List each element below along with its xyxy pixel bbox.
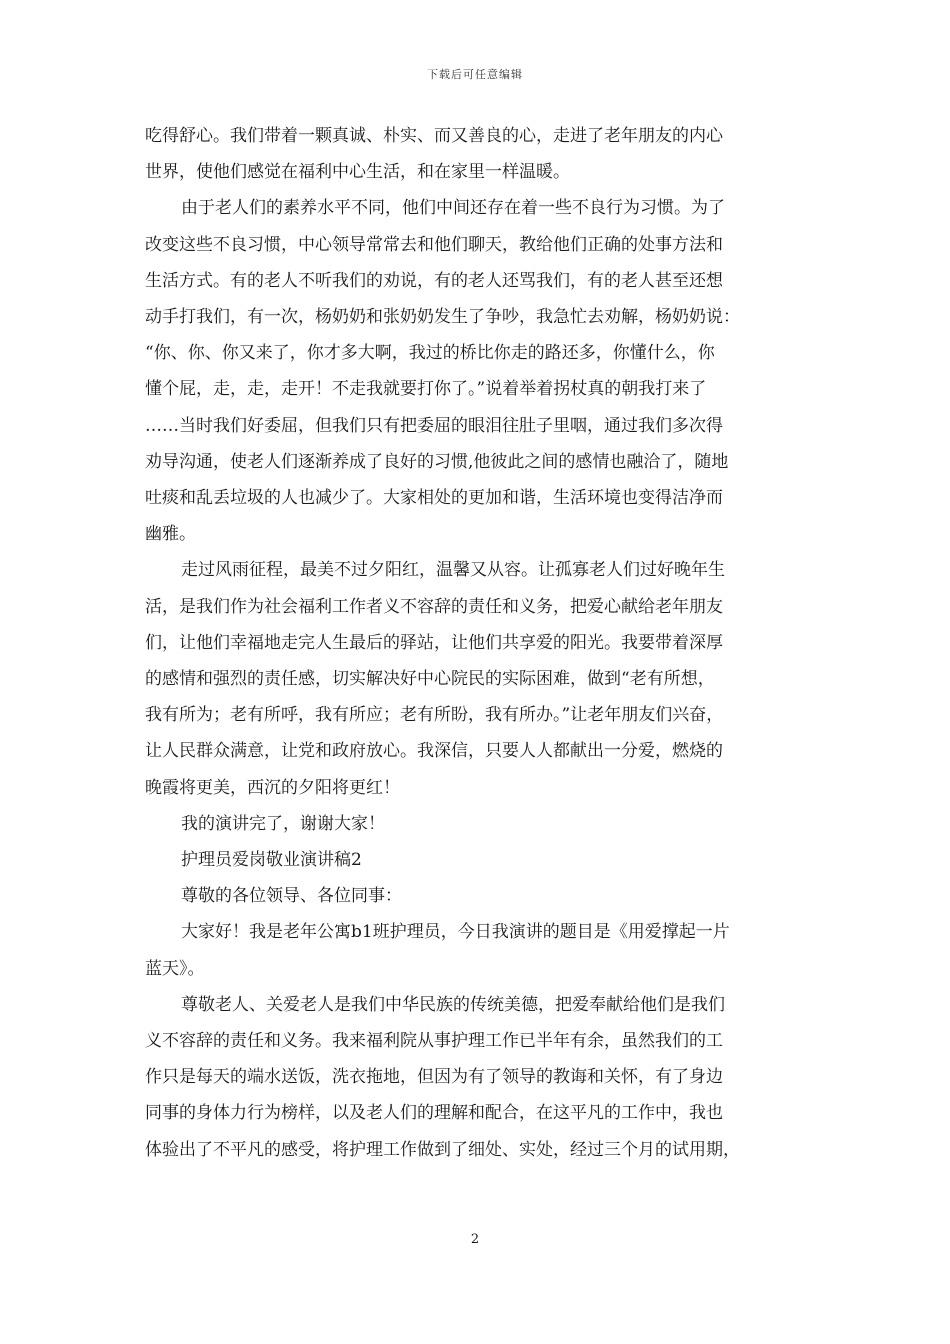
text-line: 同事的身体力行为榜样，以及老人们的理解和配合，在这平凡的工作中，我也 (145, 1103, 723, 1124)
text-line: 由于老人们的素养水平不同，他们中间还存在着一些不良行为习惯。为了 (181, 198, 725, 219)
text-line: 吐痰和乱丢垃圾的人也减少了。大家相处的更加和谐，生活环境也变得洁净而 (145, 488, 723, 509)
text-line: 尊敬的各位领导、各位同事： (181, 886, 402, 907)
text-line: 吃得舒心。我们带着一颗真诚、朴实、而又善良的心，走进了老年朋友的内心 (145, 126, 723, 146)
text-line: 活，是我们作为社会福利工作者义不容辞的责任和义务，把爱心献给老年朋友 (145, 596, 723, 617)
paragraph (145, 987, 808, 1168)
text-line: 们，让他们幸福地走完人生最后的驿站，让他们共享爱的阳光。我要带着深厚 (145, 632, 723, 653)
text-line: 护理员爱岗敬业演讲稿2 (181, 850, 362, 871)
text-line: 我有所为；老有所呼，我有所应；老有所盼，我有所办。”让老年朋友们兴奋， (145, 705, 724, 726)
text-line: 劝导沟通，使老人们逐渐养成了良好的习惯,他彼此之间的感情也融洽了，随地 (145, 451, 729, 472)
paragraph (145, 190, 808, 552)
document-body (145, 118, 808, 1168)
paragraph (145, 878, 808, 914)
text-line: 晚霞将更美，西沉的夕阳将更红！ (145, 777, 400, 798)
text-line: 的感情和强烈的责任感，切实解决好中心院民的实际困难，做到“老有所想， (145, 669, 715, 690)
text-line: “你、你、你又来了，你才多大啊，我过的桥比你走的路还多，你懂什么，你 (145, 343, 715, 364)
text-line: 尊敬老人、关爱老人是我们中华民族的传统美德，把爱奉献给他们是我们 (181, 994, 725, 1015)
text-line: 作只是每天的端水送饭，洗衣拖地，但因为有了领导的教诲和关怀，有了身边 (145, 1067, 723, 1088)
paragraph (145, 552, 808, 805)
text-line: 改变这些不良习惯，中心领导常常去和他们聊天，教给他们正确的处事方法和 (145, 234, 723, 255)
text-line: 义不容辞的责任和义务。我来福利院从事护理工作已半年有余，虽然我们的工 (145, 1031, 723, 1052)
page-header: 下载后可任意编辑 (427, 68, 523, 81)
text-line: 走过风雨征程，最美不过夕阳红，温馨又从容。让孤寡老人们过好晚年生 (181, 560, 725, 581)
text-line: 让人民群众满意，让党和政府放心。我深信，只要人人都献出一分爱，燃烧的 (145, 741, 723, 762)
text-line: 生活方式。有的老人不听我们的劝说，有的老人还骂我们，有的老人甚至还想 (145, 270, 723, 291)
text-line: 懂个屁，走，走，走开！不走我就要打你了。”说着举着拐杖真的朝我打来了 (145, 379, 707, 400)
paragraph (145, 842, 808, 878)
page-number: 2 (470, 1232, 480, 1247)
text-line: 动手打我们，有一次，杨奶奶和张奶奶发生了争吵，我急忙去劝解，杨奶奶说： (145, 307, 740, 328)
paragraph (145, 914, 808, 986)
paragraph (145, 806, 808, 842)
text-line: 体验出了不平凡的感受，将护理工作做到了细处、实处，经过三个月的试用期， (145, 1139, 740, 1160)
text-line: 大家好！我是老年公寓b1班护理员，今日我演讲的题目是《用爱撑起一片 (181, 922, 730, 943)
paragraph (145, 118, 808, 190)
text-line: 世界，使他们感觉在福利中心生活，和在家里一样温暖。 (145, 162, 570, 183)
text-line: 蓝天》。 (145, 958, 205, 979)
text-line: 幽雅。 (145, 524, 196, 545)
text-line: ……当时我们好委屈，但我们只有把委屈的眼泪往肚子里咽，通过我们多次得 (145, 415, 723, 436)
text-line: 我的演讲完了，谢谢大家！ (181, 813, 385, 834)
